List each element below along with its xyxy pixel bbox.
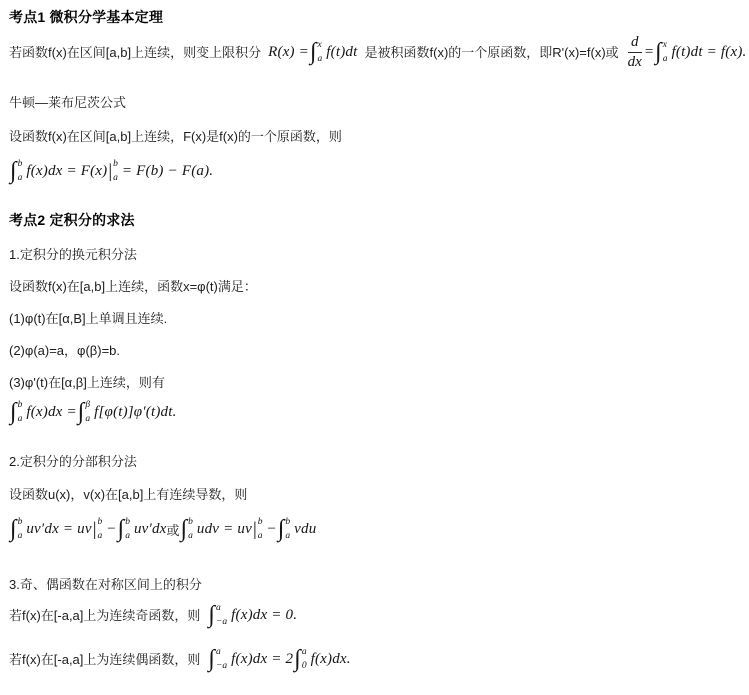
formula-by-parts: ∫ b a uv′dx = uv | b a − ∫ b a uv′dx 或 ∫ b a udv = uv | b a − ∫ b a vdu [10,516,317,543]
integral-sign: ∫ b a [10,399,23,426]
method1-title: 1.定积分的换元积分法 [9,247,137,262]
paragraph1-middle-text: 是被积函数f(x)的一个原函数，即R'(x)=f(x)或 [364,45,619,61]
integral-sign: ∫ b a [117,516,130,543]
section2-heading: 考点2 定积分的求法 [9,212,135,228]
integral-sign: ∫ b a [10,516,23,543]
paragraph1-lead-text: 若函数f(x)在区间[a,b]上连续，则变上限积分 [9,45,262,61]
integral-sign: ∫ β a [77,399,91,426]
integral-sign: ∫ x a [309,39,323,66]
method3-title: 3.奇、偶函数在对称区间上的积分 [9,577,202,592]
formula-odd-function: ∫ a −a f(x)dx = 0. [208,602,298,629]
formula-derivative-form: $\frac{d}{dx}$ = ∫ x a f(t)dt = f(x). [627,34,747,71]
integral-sign: ∫ b a [180,516,193,543]
integral-sign: ∫ a −a [208,646,228,673]
variable-upper-limit-paragraph [9,34,749,72]
evaluation-bar: | b a [252,517,263,541]
formula-variable-upper-limit: R(x) = ∫ x a f(t)dt [268,39,358,66]
condition1-text: (1)φ(t)在[α,B]上单调且连续. [9,311,168,326]
even-function-text: 若f(x)在[-a,a]上为连续偶函数，则 [9,652,201,667]
odd-function-line [9,604,304,627]
evaluation-bar: | b a [92,517,103,541]
integral-sign: ∫ a 0 [294,646,307,673]
condition3-text: (3)φ'(t)在[α,β]上连续，则有 [9,375,165,390]
integral-sign: ∫ a −a [208,602,228,629]
section1-heading: 考点1 微积分学基本定理 [9,9,164,25]
fraction: $\frac{d}{dx}$ [627,34,642,71]
newton-leibniz-setup-text: 设函数f(x)在区间[a,b]上连续，F(x)是f(x)的一个原函数，则 [9,129,342,144]
integral-sign: ∫ x a [655,39,668,66]
evaluation-bar: | b a [108,159,118,183]
method2-title: 2.定积分的分部积分法 [9,454,137,469]
by-parts-setup-text: 设函数u(x)，v(x)在[a,b]上有连续导数，则 [9,487,248,502]
integral-sign: ∫ b a [277,516,291,543]
formula-even-function: ∫ a −a f(x)dx = 2 ∫ a 0 f(x)dx. [208,646,351,673]
newton-leibniz-title: 牛顿—莱布尼茨公式 [9,95,127,110]
formula-substitution: ∫ b a f(x)dx = ∫ β a f[φ(t)]φ′(t)dt. [10,399,177,426]
formula-newton-leibniz: ∫ b a f(x)dx = F(x) | b a = F(b) − F(a). [10,158,214,185]
condition2-text: (2)φ(a)=a，φ(β)=b. [9,343,121,358]
odd-function-text: 若f(x)在[-a,a]上为连续奇函数，则 [9,608,201,623]
integral-sign: ∫ b a [10,158,23,185]
even-function-line [9,648,358,671]
substitution-setup-text: 设函数f(x)在[a,b]上连续，函数x=φ(t)满足： [9,279,257,294]
